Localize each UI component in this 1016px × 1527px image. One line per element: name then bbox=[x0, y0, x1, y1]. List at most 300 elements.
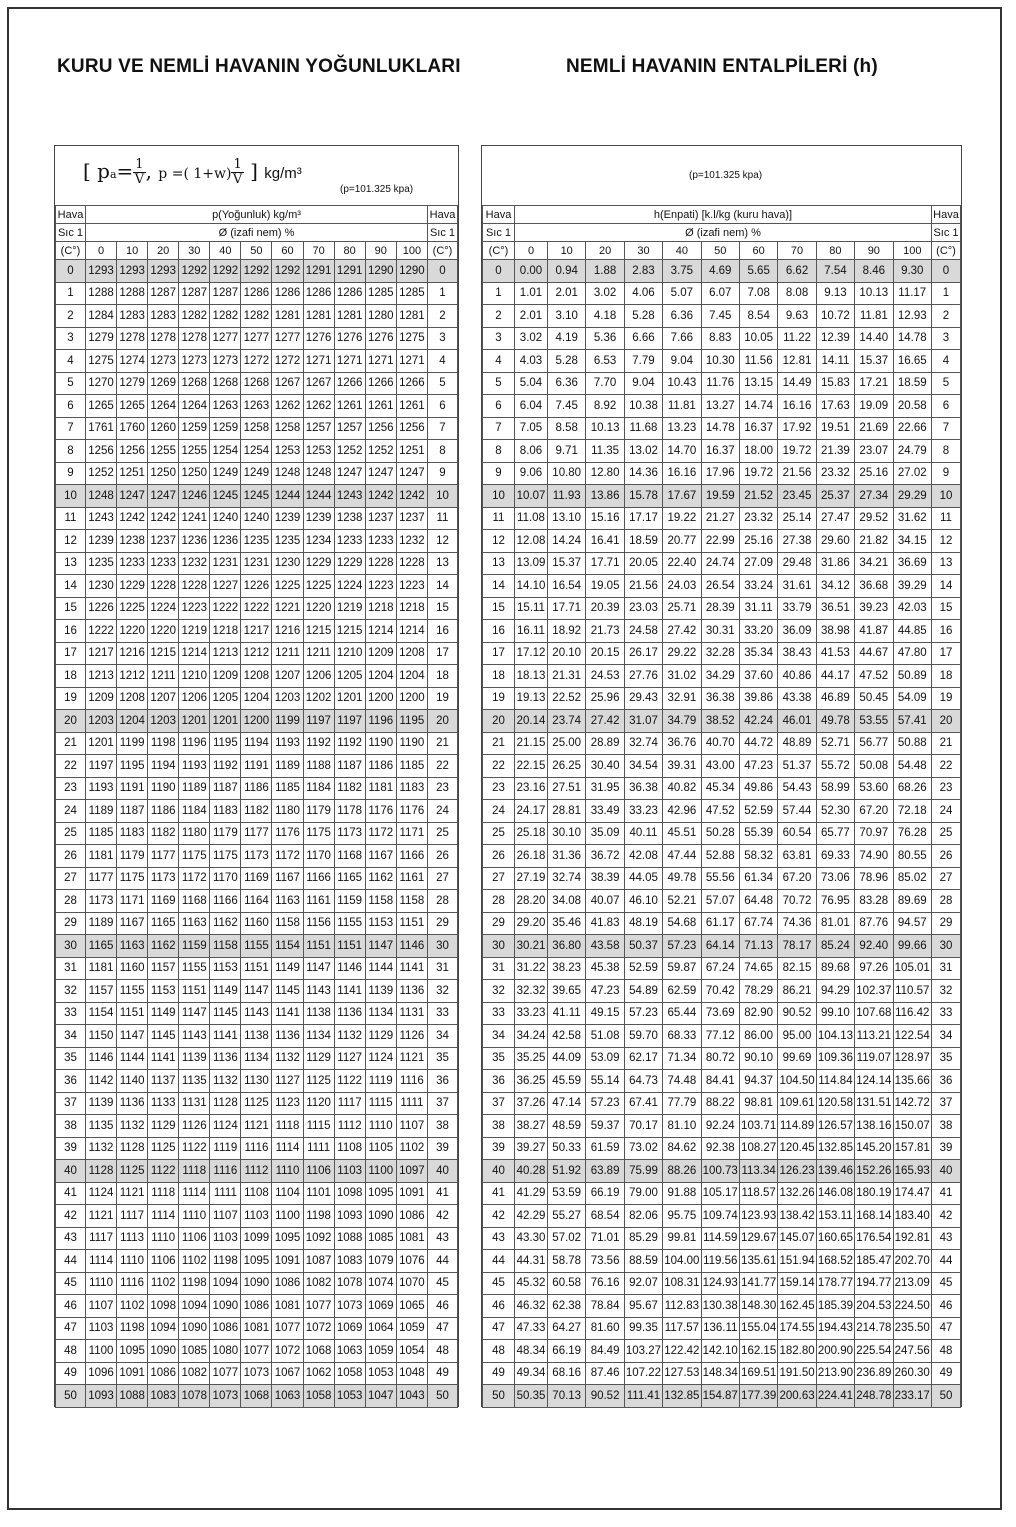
value-cell: 11.93 bbox=[548, 485, 586, 508]
value-cell: 1086 bbox=[210, 1317, 241, 1340]
value-cell: 27.76 bbox=[624, 665, 662, 688]
temperature-cell-right: 45 bbox=[932, 1272, 961, 1295]
value-cell: 10.30 bbox=[701, 350, 739, 373]
value-cell: 1136 bbox=[210, 1047, 241, 1070]
value-cell: 17.17 bbox=[624, 507, 662, 530]
temperature-cell-right: 2 bbox=[428, 305, 458, 328]
value-cell: 49.86 bbox=[739, 777, 777, 800]
value-cell: 38.52 bbox=[701, 710, 739, 733]
temperature-cell: 41 bbox=[56, 1182, 86, 1205]
temperature-cell-right: 10 bbox=[932, 485, 961, 508]
value-cell: 1248 bbox=[86, 485, 117, 508]
value-cell: 1199 bbox=[117, 732, 148, 755]
value-cell: 34.21 bbox=[855, 552, 893, 575]
value-cell: 1257 bbox=[303, 417, 334, 440]
value-cell: 1105 bbox=[365, 1137, 396, 1160]
value-cell: 1239 bbox=[272, 507, 303, 530]
value-cell: 177.39 bbox=[739, 1385, 777, 1408]
value-cell: 1204 bbox=[117, 710, 148, 733]
value-cell: 18.59 bbox=[893, 372, 931, 395]
temperature-cell-right: 11 bbox=[428, 507, 458, 530]
value-cell: 1111 bbox=[303, 1137, 334, 1160]
value-cell: 1082 bbox=[179, 1362, 210, 1385]
value-cell: 42.08 bbox=[624, 845, 662, 868]
value-cell: 185.47 bbox=[855, 1250, 893, 1273]
value-cell: 117.57 bbox=[663, 1317, 701, 1340]
value-cell: 1103 bbox=[241, 1205, 272, 1228]
value-cell: 4.06 bbox=[624, 282, 662, 305]
value-cell: 1090 bbox=[148, 1340, 179, 1363]
temperature-cell-right: 41 bbox=[428, 1182, 458, 1205]
value-cell: 1175 bbox=[210, 845, 241, 868]
table-row bbox=[56, 1317, 458, 1340]
value-cell: 74.65 bbox=[739, 957, 777, 980]
value-cell: 1176 bbox=[396, 800, 427, 823]
value-cell: 26.25 bbox=[548, 755, 586, 778]
temperature-cell: 8 bbox=[56, 440, 86, 463]
value-cell: 1228 bbox=[365, 552, 396, 575]
value-cell: 1290 bbox=[365, 260, 396, 283]
value-cell: 1292 bbox=[272, 260, 303, 283]
value-cell: 26.18 bbox=[515, 845, 548, 868]
value-cell: 1100 bbox=[86, 1340, 117, 1363]
value-cell: 1141 bbox=[334, 980, 365, 1003]
value-cell: 3.10 bbox=[548, 305, 586, 328]
value-cell: 1279 bbox=[117, 372, 148, 395]
value-cell: 16.11 bbox=[515, 620, 548, 643]
value-cell: 145.07 bbox=[778, 1227, 816, 1250]
value-cell: 141.77 bbox=[739, 1272, 777, 1295]
value-cell: 1058 bbox=[303, 1385, 334, 1408]
humidity-column-header: 50 bbox=[241, 242, 272, 260]
value-cell: 150.07 bbox=[893, 1115, 931, 1138]
table-row bbox=[483, 1385, 961, 1408]
value-cell: 1287 bbox=[148, 282, 179, 305]
value-cell: 202.70 bbox=[893, 1250, 931, 1273]
humidity-column-header: 70 bbox=[303, 242, 334, 260]
value-cell: 1184 bbox=[303, 777, 334, 800]
value-cell: 1223 bbox=[365, 575, 396, 598]
pressure-note: (p=101.325 kpa) bbox=[340, 184, 414, 195]
value-cell: 68.16 bbox=[548, 1362, 586, 1385]
temperature-cell-right: 12 bbox=[428, 530, 458, 553]
value-cell: 1246 bbox=[179, 485, 210, 508]
value-cell: 1159 bbox=[334, 890, 365, 913]
value-cell: 9.04 bbox=[624, 372, 662, 395]
temperature-cell-right: 22 bbox=[428, 755, 458, 778]
humidity-column-header: 80 bbox=[816, 242, 854, 260]
value-cell: 25.37 bbox=[816, 485, 854, 508]
temperature-cell-right: 26 bbox=[932, 845, 961, 868]
value-cell: 1188 bbox=[303, 755, 334, 778]
value-cell: 1218 bbox=[210, 620, 241, 643]
value-cell: 224.50 bbox=[893, 1295, 931, 1318]
temperature-cell: 5 bbox=[483, 372, 515, 395]
value-cell: 38.39 bbox=[586, 867, 624, 890]
value-cell: 16.65 bbox=[893, 350, 931, 373]
value-cell: 48.59 bbox=[548, 1115, 586, 1138]
value-cell: 14.78 bbox=[893, 327, 931, 350]
value-cell: 73.02 bbox=[624, 1137, 662, 1160]
value-cell: 1087 bbox=[303, 1250, 334, 1273]
value-cell: 1128 bbox=[210, 1092, 241, 1115]
value-cell: 1077 bbox=[210, 1362, 241, 1385]
value-cell: 1119 bbox=[210, 1137, 241, 1160]
value-cell: 81.01 bbox=[816, 912, 854, 935]
table-row bbox=[56, 1002, 458, 1025]
temperature-cell: 28 bbox=[56, 890, 86, 913]
value-cell: 1279 bbox=[86, 327, 117, 350]
value-cell: 1088 bbox=[117, 1385, 148, 1408]
value-cell: 61.17 bbox=[701, 912, 739, 935]
value-cell: 1194 bbox=[241, 732, 272, 755]
row-header-unit-right: (C°) bbox=[428, 242, 458, 260]
value-cell: 118.57 bbox=[739, 1182, 777, 1205]
temperature-cell-right: 5 bbox=[428, 372, 458, 395]
temperature-cell-right: 17 bbox=[428, 642, 458, 665]
value-cell: 1203 bbox=[86, 710, 117, 733]
value-cell: 9.04 bbox=[663, 350, 701, 373]
value-cell: 1165 bbox=[148, 912, 179, 935]
value-cell: 1168 bbox=[179, 890, 210, 913]
value-cell: 82.90 bbox=[739, 1002, 777, 1025]
table-row bbox=[483, 1250, 961, 1273]
value-cell: 1156 bbox=[303, 912, 334, 935]
value-cell: 1228 bbox=[179, 575, 210, 598]
value-cell: 1153 bbox=[148, 980, 179, 1003]
value-cell: 1195 bbox=[210, 732, 241, 755]
value-cell: 1058 bbox=[334, 1362, 365, 1385]
value-cell: 9.13 bbox=[816, 282, 854, 305]
value-cell: 1161 bbox=[396, 867, 427, 890]
value-cell: 27.02 bbox=[893, 462, 931, 485]
value-cell: 1074 bbox=[365, 1272, 396, 1295]
value-cell: 213.90 bbox=[816, 1362, 854, 1385]
temperature-cell: 39 bbox=[483, 1137, 515, 1160]
value-cell: 34.54 bbox=[624, 755, 662, 778]
value-cell: 31.02 bbox=[663, 665, 701, 688]
density-panel bbox=[54, 145, 459, 1407]
value-cell: 1172 bbox=[272, 845, 303, 868]
value-cell: 50.45 bbox=[855, 687, 893, 710]
value-cell: 1280 bbox=[365, 305, 396, 328]
value-cell: 11.56 bbox=[739, 350, 777, 373]
value-cell: 1197 bbox=[86, 755, 117, 778]
table-row bbox=[483, 1137, 961, 1160]
value-cell: 183.40 bbox=[893, 1205, 931, 1228]
value-cell: 1124 bbox=[86, 1182, 117, 1205]
temperature-cell-right: 11 bbox=[932, 507, 961, 530]
value-cell: 1266 bbox=[365, 372, 396, 395]
table-row bbox=[56, 800, 458, 823]
value-cell: 10.72 bbox=[816, 305, 854, 328]
value-cell: 1095 bbox=[117, 1340, 148, 1363]
value-cell: 1110 bbox=[117, 1250, 148, 1273]
value-cell: 1077 bbox=[303, 1295, 334, 1318]
temperature-cell-right: 46 bbox=[428, 1295, 458, 1318]
value-cell: 1291 bbox=[303, 260, 334, 283]
value-cell: 99.81 bbox=[663, 1227, 701, 1250]
value-cell: 1177 bbox=[86, 867, 117, 890]
value-cell: 30.40 bbox=[586, 755, 624, 778]
temperature-cell: 36 bbox=[483, 1070, 515, 1093]
value-cell: 1103 bbox=[334, 1160, 365, 1183]
value-cell: 1282 bbox=[241, 305, 272, 328]
value-cell: 102.37 bbox=[855, 980, 893, 1003]
temperature-cell-right: 49 bbox=[428, 1362, 458, 1385]
value-cell: 1237 bbox=[365, 507, 396, 530]
temperature-cell-right: 36 bbox=[428, 1070, 458, 1093]
value-cell: 1178 bbox=[334, 800, 365, 823]
temperature-cell-right: 44 bbox=[932, 1250, 961, 1273]
table-row bbox=[483, 507, 961, 530]
value-cell: 31.36 bbox=[548, 845, 586, 868]
humidity-column-header: 60 bbox=[272, 242, 303, 260]
temperature-cell: 22 bbox=[56, 755, 86, 778]
value-cell: 1154 bbox=[86, 1002, 117, 1025]
value-cell: 1185 bbox=[272, 777, 303, 800]
table-row bbox=[483, 552, 961, 575]
value-cell: 1239 bbox=[303, 507, 334, 530]
value-cell: 235.50 bbox=[893, 1317, 931, 1340]
temperature-cell-right: 48 bbox=[932, 1340, 961, 1363]
value-cell: 14.70 bbox=[663, 440, 701, 463]
value-cell: 248.78 bbox=[855, 1385, 893, 1408]
value-cell: 1136 bbox=[334, 1002, 365, 1025]
value-cell: 19.05 bbox=[586, 575, 624, 598]
value-cell: 27.51 bbox=[548, 777, 586, 800]
value-cell: 1255 bbox=[148, 440, 179, 463]
temperature-cell-right: 10 bbox=[428, 485, 458, 508]
value-cell: 22.66 bbox=[893, 417, 931, 440]
value-cell: 40.70 bbox=[701, 732, 739, 755]
temperature-cell: 21 bbox=[56, 732, 86, 755]
value-cell: 1172 bbox=[179, 867, 210, 890]
value-cell: 86.00 bbox=[739, 1025, 777, 1048]
value-cell: 8.46 bbox=[855, 260, 893, 283]
temperature-cell: 40 bbox=[483, 1160, 515, 1183]
value-cell: 1265 bbox=[117, 395, 148, 418]
table-row bbox=[56, 575, 458, 598]
value-cell: 47.33 bbox=[515, 1317, 548, 1340]
value-cell: 1203 bbox=[148, 710, 179, 733]
value-cell: 1134 bbox=[241, 1047, 272, 1070]
temperature-cell-right: 30 bbox=[932, 935, 961, 958]
value-cell: 6.36 bbox=[548, 372, 586, 395]
value-cell: 17.96 bbox=[701, 462, 739, 485]
value-cell: 1266 bbox=[396, 372, 427, 395]
value-cell: 99.35 bbox=[624, 1317, 662, 1340]
value-cell: 113.21 bbox=[855, 1025, 893, 1048]
temperature-cell: 43 bbox=[56, 1227, 86, 1250]
value-cell: 145.20 bbox=[855, 1137, 893, 1160]
value-cell: 69.33 bbox=[816, 845, 854, 868]
value-cell: 1138 bbox=[241, 1025, 272, 1048]
value-cell: 1235 bbox=[86, 552, 117, 575]
value-cell: 54.09 bbox=[893, 687, 931, 710]
value-cell: 45.59 bbox=[548, 1070, 586, 1093]
value-cell: 1244 bbox=[303, 485, 334, 508]
value-cell: 0.94 bbox=[548, 260, 586, 283]
table-row bbox=[56, 957, 458, 980]
value-cell: 21.39 bbox=[816, 440, 854, 463]
value-cell: 1134 bbox=[303, 1025, 334, 1048]
value-cell: 1189 bbox=[86, 912, 117, 935]
value-cell: 22.99 bbox=[701, 530, 739, 553]
value-cell: 1163 bbox=[179, 912, 210, 935]
temperature-cell: 3 bbox=[56, 327, 86, 350]
table-row bbox=[483, 1295, 961, 1318]
value-cell: 1157 bbox=[148, 957, 179, 980]
value-cell: 1222 bbox=[210, 597, 241, 620]
value-cell: 8.83 bbox=[701, 327, 739, 350]
humidity-label: Ø (izafi nem) % bbox=[86, 224, 428, 242]
value-cell: 109.36 bbox=[816, 1047, 854, 1070]
value-cell: 1155 bbox=[117, 980, 148, 1003]
value-cell: 1270 bbox=[86, 372, 117, 395]
table-row bbox=[56, 260, 458, 283]
value-cell: 1263 bbox=[241, 395, 272, 418]
temperature-cell: 20 bbox=[56, 710, 86, 733]
value-cell: 1197 bbox=[303, 710, 334, 733]
value-cell: 40.82 bbox=[663, 777, 701, 800]
value-cell: 47.52 bbox=[855, 665, 893, 688]
temperature-cell-right: 39 bbox=[428, 1137, 458, 1160]
value-cell: 132.26 bbox=[778, 1182, 816, 1205]
value-cell: 1158 bbox=[396, 890, 427, 913]
value-cell: 1146 bbox=[334, 957, 365, 980]
value-cell: 33.24 bbox=[739, 575, 777, 598]
value-cell: 1292 bbox=[241, 260, 272, 283]
value-cell: 1125 bbox=[117, 1160, 148, 1183]
value-cell: 1149 bbox=[272, 957, 303, 980]
value-cell: 1256 bbox=[86, 440, 117, 463]
table-row bbox=[56, 1047, 458, 1070]
value-cell: 24.53 bbox=[586, 665, 624, 688]
value-cell: 1116 bbox=[241, 1137, 272, 1160]
value-cell: 12.08 bbox=[515, 530, 548, 553]
temperature-cell-right: 28 bbox=[932, 890, 961, 913]
value-cell: 1201 bbox=[179, 710, 210, 733]
temperature-cell-right: 9 bbox=[428, 462, 458, 485]
value-cell: 1053 bbox=[365, 1362, 396, 1385]
value-cell: 40.28 bbox=[515, 1160, 548, 1183]
table-row bbox=[56, 822, 458, 845]
temperature-cell: 0 bbox=[56, 260, 86, 283]
value-cell: 260.30 bbox=[893, 1362, 931, 1385]
value-cell: 32.74 bbox=[548, 867, 586, 890]
value-cell: 27.42 bbox=[663, 620, 701, 643]
value-cell: 1193 bbox=[272, 732, 303, 755]
table-row bbox=[56, 890, 458, 913]
temperature-cell-right: 14 bbox=[428, 575, 458, 598]
value-cell: 45.51 bbox=[663, 822, 701, 845]
value-cell: 75.99 bbox=[624, 1160, 662, 1183]
value-cell: 1065 bbox=[396, 1295, 427, 1318]
value-cell: 28.20 bbox=[515, 890, 548, 913]
value-cell: 1233 bbox=[334, 530, 365, 553]
value-cell: 9.71 bbox=[548, 440, 586, 463]
temperature-cell: 24 bbox=[483, 800, 515, 823]
value-cell: 1098 bbox=[334, 1182, 365, 1205]
value-cell: 1083 bbox=[334, 1250, 365, 1273]
value-cell: 1110 bbox=[148, 1227, 179, 1250]
table-row bbox=[483, 1115, 961, 1138]
value-cell: 1205 bbox=[210, 687, 241, 710]
value-cell: 1149 bbox=[210, 980, 241, 1003]
value-cell: 99.69 bbox=[778, 1047, 816, 1070]
value-cell: 27.34 bbox=[855, 485, 893, 508]
temperature-cell: 18 bbox=[483, 665, 515, 688]
value-cell: 68.33 bbox=[663, 1025, 701, 1048]
value-cell: 21.27 bbox=[701, 507, 739, 530]
value-cell: 1198 bbox=[117, 1317, 148, 1340]
value-cell: 1146 bbox=[396, 935, 427, 958]
temperature-cell: 29 bbox=[56, 912, 86, 935]
value-cell: 10.43 bbox=[663, 372, 701, 395]
value-cell: 57.23 bbox=[663, 935, 701, 958]
value-cell: 1115 bbox=[365, 1092, 396, 1115]
value-cell: 17.92 bbox=[778, 417, 816, 440]
value-cell: 1206 bbox=[179, 687, 210, 710]
quantity-label: p(Yoğunluk) kg/m³ bbox=[86, 206, 428, 224]
value-cell: 1285 bbox=[365, 282, 396, 305]
value-cell: 1208 bbox=[396, 642, 427, 665]
temperature-cell-right: 9 bbox=[932, 462, 961, 485]
table-row bbox=[483, 530, 961, 553]
value-cell: 1233 bbox=[117, 552, 148, 575]
enthalpy-panel bbox=[481, 145, 962, 1407]
value-cell: 14.11 bbox=[816, 350, 854, 373]
value-cell: 1231 bbox=[210, 552, 241, 575]
value-cell: 43.38 bbox=[778, 687, 816, 710]
temperature-cell-right: 42 bbox=[932, 1205, 961, 1228]
value-cell: 9.30 bbox=[893, 260, 931, 283]
value-cell: 39.65 bbox=[548, 980, 586, 1003]
value-cell: 1122 bbox=[179, 1137, 210, 1160]
value-cell: 132.85 bbox=[816, 1137, 854, 1160]
temperature-cell: 44 bbox=[56, 1250, 86, 1273]
value-cell: 1213 bbox=[86, 665, 117, 688]
table-row bbox=[56, 1160, 458, 1183]
temperature-cell-right: 21 bbox=[932, 732, 961, 755]
value-cell: 122.54 bbox=[893, 1025, 931, 1048]
value-cell: 176.54 bbox=[855, 1227, 893, 1250]
value-cell: 1214 bbox=[396, 620, 427, 643]
value-cell: 29.29 bbox=[893, 485, 931, 508]
value-cell: 1114 bbox=[148, 1205, 179, 1228]
value-cell: 10.80 bbox=[548, 462, 586, 485]
value-cell: 1073 bbox=[210, 1385, 241, 1408]
row-header-sic: Sıc 1 bbox=[483, 224, 515, 242]
value-cell: 29.22 bbox=[663, 642, 701, 665]
value-cell: 1130 bbox=[241, 1070, 272, 1093]
value-cell: 1099 bbox=[241, 1227, 272, 1250]
value-cell: 1232 bbox=[396, 530, 427, 553]
value-cell: 1278 bbox=[117, 327, 148, 350]
value-cell: 73.06 bbox=[816, 867, 854, 890]
value-cell: 1187 bbox=[334, 755, 365, 778]
value-cell: 1158 bbox=[365, 890, 396, 913]
value-cell: 1166 bbox=[396, 845, 427, 868]
temperature-cell: 49 bbox=[56, 1362, 86, 1385]
value-cell: 1088 bbox=[334, 1227, 365, 1250]
value-cell: 99.10 bbox=[816, 1002, 854, 1025]
value-cell: 1048 bbox=[396, 1362, 427, 1385]
table-row bbox=[56, 1250, 458, 1273]
value-cell: 1180 bbox=[272, 800, 303, 823]
value-cell: 1261 bbox=[396, 395, 427, 418]
